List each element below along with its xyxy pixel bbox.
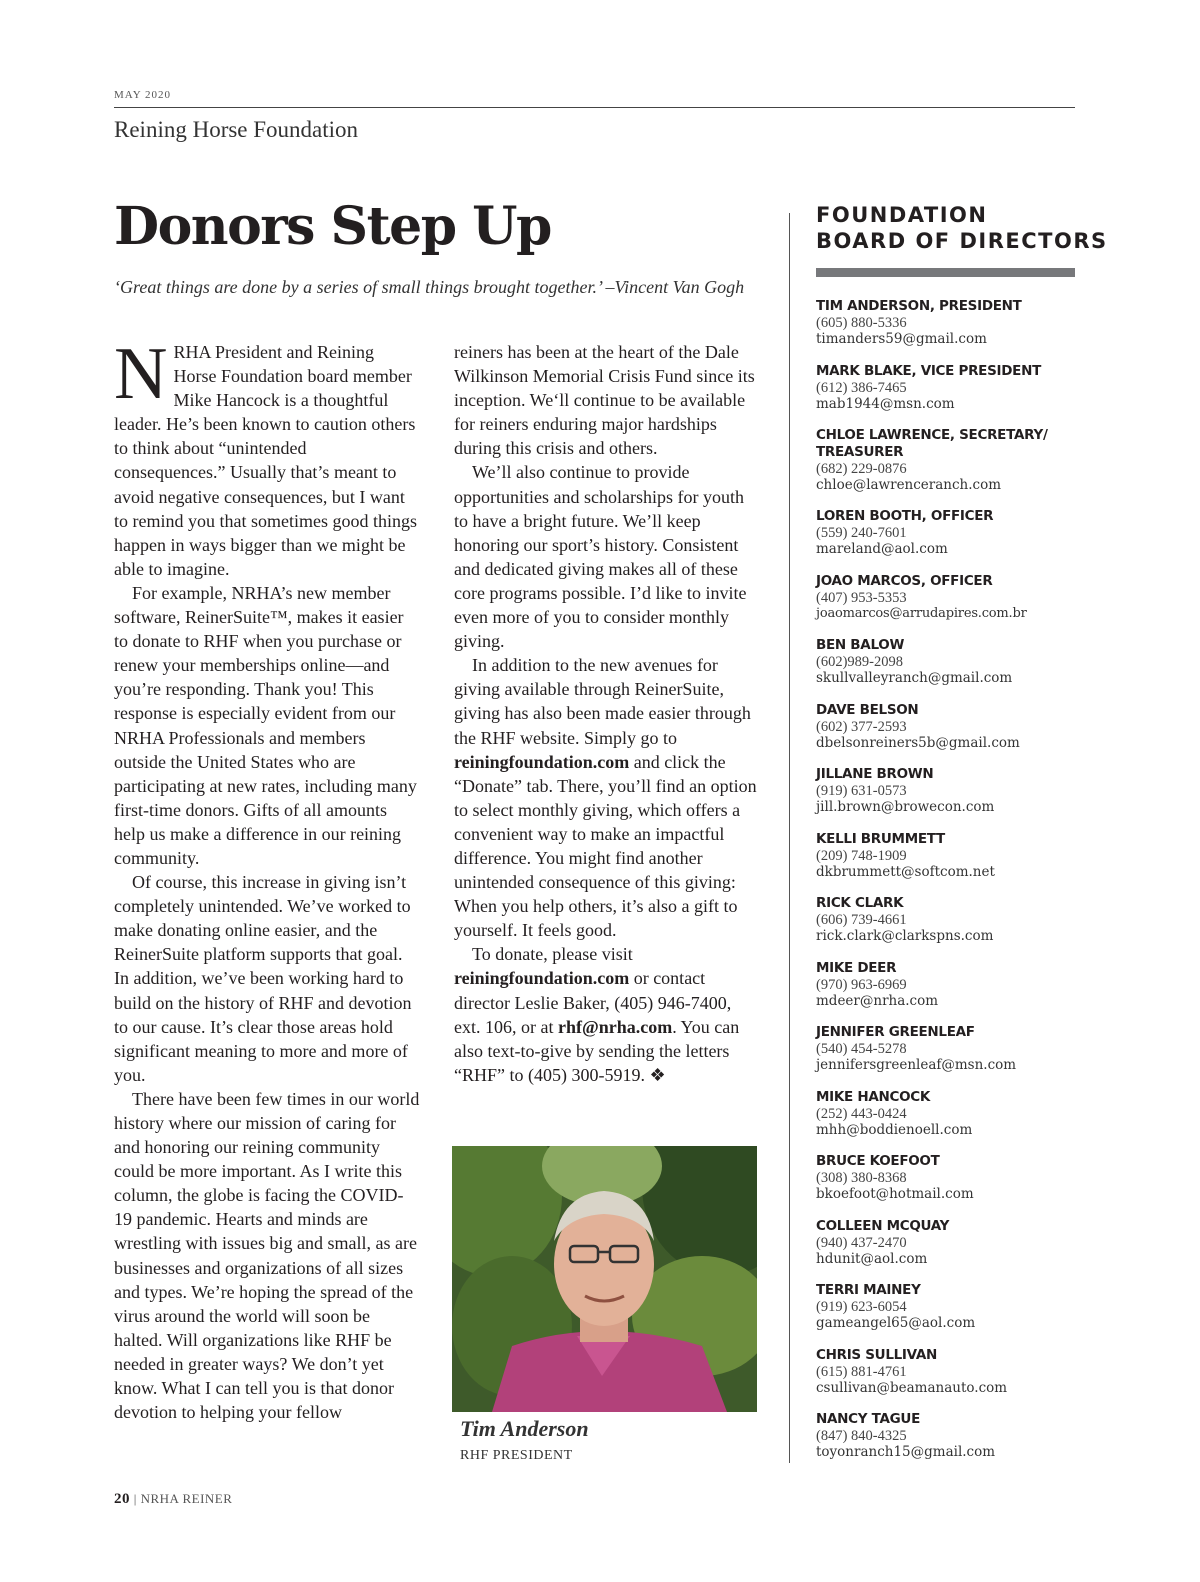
paragraph-3: Of course, this increase in giving isn’t completely unintended. We’ve worked to make donating online easier, and the ReinerSuite platform supports that goal. In addition, we’ve been working hard to build on the history of RHF and devotion to our cause. It’s clear those areas hold significant meaning to more and more of you. [114, 872, 412, 1085]
director-entry [816, 895, 1076, 960]
director-name: TIM ANDERSON, PRESIDENT [816, 298, 1022, 314]
director-entry [816, 1282, 1076, 1347]
director-email[interactable]: dbelsonreiners5b@gmail.com [816, 734, 1020, 751]
director-name: BEN BALOW [816, 637, 905, 653]
sidebar-heading-bar [816, 268, 1075, 277]
paragraph-8 [454, 942, 758, 1087]
article-column-2 [454, 340, 758, 1087]
page-number: 20 [114, 1491, 130, 1507]
paragraph-7 [454, 653, 758, 942]
director-email[interactable]: gameangel65@aol.com [816, 1315, 976, 1331]
director-entry [816, 960, 1076, 1025]
director-phone: (559) 240-7601 [816, 525, 907, 541]
section-title: Reining Horse Foundation [114, 117, 359, 142]
director-email[interactable]: dkbrummett@softcom.net [816, 863, 995, 880]
director-name: CHRIS SULLIVAN [816, 1346, 938, 1363]
foundation-link[interactable]: reiningfoundation.com [454, 751, 630, 772]
paragraph-6: We’ll also continue to provide opportunities and scholarships for youth to have a bright future. We’ll keep honoring our sport’s history. Consistent and dedicated giving makes all of these core programs possible. I’d like to invite even more of you to consider monthly giving. [454, 462, 747, 652]
director-phone: (919) 623-6054 [816, 1299, 907, 1315]
director-entry [816, 766, 1076, 831]
paragraph-5: reiners has been at the heart of the Dale Wilkinson Memorial Crisis Fund since its inception. We‘ll continue to be available for reiners enduring major hardships during this crisis and others. [454, 342, 755, 459]
director-email[interactable]: mdeer@nrha.com [816, 992, 939, 1009]
article-headline: Donors Step Up [114, 196, 551, 257]
director-entry [816, 573, 1076, 638]
director-name: JENNIFER GREENLEAF [816, 1024, 975, 1040]
paragraph-8-text-a: To donate, please visit [472, 944, 633, 965]
director-entry [816, 831, 1076, 896]
director-email[interactable]: jill.brown@browecon.com [816, 799, 995, 815]
director-email[interactable]: timanders59@gmail.com [816, 331, 987, 347]
paragraph-2: For example, NRHA’s new member software, ReinerSuite™, makes it easier to donate to RHF when you purchase or renew your memberships online—and you’re responding. Thank you! This response is especially evident from our NRHA Professionals and members outside the United States who are participating at new rates, including many first-time donors. Gifts of all amounts help us make a difference in our reining community. [114, 582, 417, 868]
article-quote: ‘Great things are done by a series of small things brought together.’ –Vincent Van Gogh [114, 277, 745, 297]
director-phone: (606) 739-4661 [816, 912, 907, 928]
director-phone: (847) 840-4325 [816, 1428, 907, 1444]
director-email[interactable]: chloe@lawrenceranch.com [816, 477, 1002, 493]
director-name: JOAO MARCOS, OFFICER [816, 572, 993, 589]
photo-caption-title: RHF PRESIDENT [460, 1448, 573, 1463]
director-email[interactable]: bkoefoot@hotmail.com [816, 1186, 974, 1202]
director-email[interactable]: mhh@boddienoell.com [816, 1121, 973, 1138]
paragraph-1-text: RHA President and Reining Horse Foundation board member Mike Hancock is a thoughtful leader. He’s been known to caution others to think about “unintended consequences.” Usually that’s meant to avoid negative consequences, but I want to remind you that sometimes good things happen in ways bigger than we might be able to imagine. [114, 342, 417, 579]
page-footer [114, 1491, 232, 1508]
director-phone: (612) 386-7465 [816, 379, 907, 396]
director-phone: (602)989-2098 [816, 654, 903, 670]
director-email[interactable]: rick.clark@clarkspns.com [816, 928, 994, 944]
director-entry [816, 637, 1076, 702]
director-phone: (605) 880-5336 [816, 315, 907, 331]
sidebar-heading-line-2: BOARD OF DIRECTORS [816, 229, 1108, 253]
paragraph-1 [114, 333, 420, 581]
director-name: RICK CLARK [816, 895, 904, 911]
director-email[interactable]: mab1944@msn.com [816, 395, 955, 412]
director-name: NANCY TAGUE [816, 1411, 921, 1427]
director-phone: (682) 229-0876 [816, 461, 907, 477]
paragraph-4: There have been few times in our world history where our mission of caring for and honoring our reining community could be more important. As I write this column, the globe is facing the COVID-19 pandemic. Hearts and minds are wrestling with issues big and small, as are businesses and organizations of all sizes and types. We’re hoping the spread of the virus around the world will soon be halted. Will organizations like RHF be needed in greater ways? We don’t yet know. What I can tell you is that donor devotion to helping your fellow [114, 1088, 420, 1423]
director-phone: (919) 631-0573 [816, 783, 907, 799]
director-entry [816, 1089, 1076, 1154]
issue-date: MAY 2020 [114, 89, 172, 101]
director-email[interactable]: mareland@aol.com [816, 541, 948, 557]
paragraph-8-text-c: . You can also text-to-give by sending the letters “RHF” to (405) 300-5919. ❖ [454, 1016, 740, 1085]
director-name: JILLANE BROWN [816, 766, 934, 782]
director-phone: (602) 377-2593 [816, 718, 907, 735]
director-name: MIKE HANCOCK [816, 1088, 931, 1105]
director-name: DAVE BELSON [816, 701, 919, 718]
director-entry [816, 1153, 1076, 1218]
director-email[interactable]: csullivan@beamanauto.com [816, 1379, 1008, 1396]
director-entry [816, 298, 1076, 363]
director-name: MIKE DEER [816, 959, 897, 976]
director-email[interactable]: toyonranch15@gmail.com [816, 1444, 996, 1460]
director-name: LOREN BOOTH, OFFICER [816, 508, 994, 524]
director-name: TERRI MAINEY [816, 1282, 921, 1298]
director-email[interactable]: joaomarcos@arrudapires.com.br [816, 605, 1027, 621]
article-column-1 [114, 333, 420, 1424]
director-email[interactable]: hdunit@aol.com [816, 1250, 928, 1267]
director-name: COLLEEN MCQUAY [816, 1217, 950, 1234]
director-phone: (252) 443-0424 [816, 1105, 907, 1122]
director-phone: (940) 437-2470 [816, 1234, 907, 1251]
director-phone: (970) 963-6969 [816, 976, 907, 993]
director-phone: (407) 953-5353 [816, 589, 907, 606]
director-phone: (308) 380-8368 [816, 1170, 907, 1186]
director-name: BRUCE KOEFOOT [816, 1153, 940, 1169]
header-rule [114, 107, 1075, 108]
director-entry [816, 427, 1076, 508]
director-name: MARK BLAKE, VICE PRESIDENT [816, 362, 1041, 379]
director-name: KELLI BRUMMETT [816, 830, 945, 847]
director-email[interactable]: jennifersgreenleaf@msn.com [816, 1057, 1017, 1073]
directors-list [816, 298, 1076, 1476]
email-link[interactable]: rhf@nrha.com [557, 1016, 673, 1037]
director-phone: (615) 881-4761 [816, 1363, 907, 1380]
director-entry [816, 1347, 1076, 1412]
paragraph-7-text-a: In addition to the new avenues for giving available through ReinerSuite, giving has also been made easier through the RHF website. Simply go to [454, 655, 751, 748]
director-entry [816, 1024, 1076, 1089]
director-entry [816, 1411, 1076, 1476]
footer-separator: | [133, 1491, 137, 1506]
portrait-photo [452, 1146, 757, 1412]
sidebar-divider [789, 213, 790, 1463]
publication-name: NRHA REINER [140, 1491, 233, 1506]
photo-caption-name: Tim Anderson [460, 1416, 589, 1441]
foundation-link-2[interactable]: reiningfoundation.com [454, 968, 630, 989]
drop-cap: N [114, 333, 168, 415]
portrait-illustration [452, 1146, 757, 1412]
paragraph-7-text-b: and click the “Donate” tab. There, you’ll find an option to select monthly giving, which offers a convenient way to make an impactful difference. You might find another unintended consequence of this giving: When you help others, it’s also a gift to yourself. It feels good. [454, 751, 757, 941]
director-phone: (540) 454-5278 [816, 1041, 907, 1057]
director-name: CHLOE LAWRENCE, SECRETARY/ TREASURER [816, 427, 1048, 460]
director-email[interactable]: skullvalleyranch@gmail.com [816, 670, 1013, 686]
director-entry [816, 363, 1076, 428]
director-phone: (209) 748-1909 [816, 847, 907, 864]
sidebar-heading-line-1: FOUNDATION [816, 203, 988, 227]
director-entry [816, 702, 1076, 767]
sidebar-heading [816, 202, 1108, 254]
director-entry [816, 508, 1076, 573]
director-entry [816, 1218, 1076, 1283]
paragraph-8-text-b: or contact director Leslie Baker, (405) 946-7400, ext. 106, or at [454, 968, 732, 1037]
